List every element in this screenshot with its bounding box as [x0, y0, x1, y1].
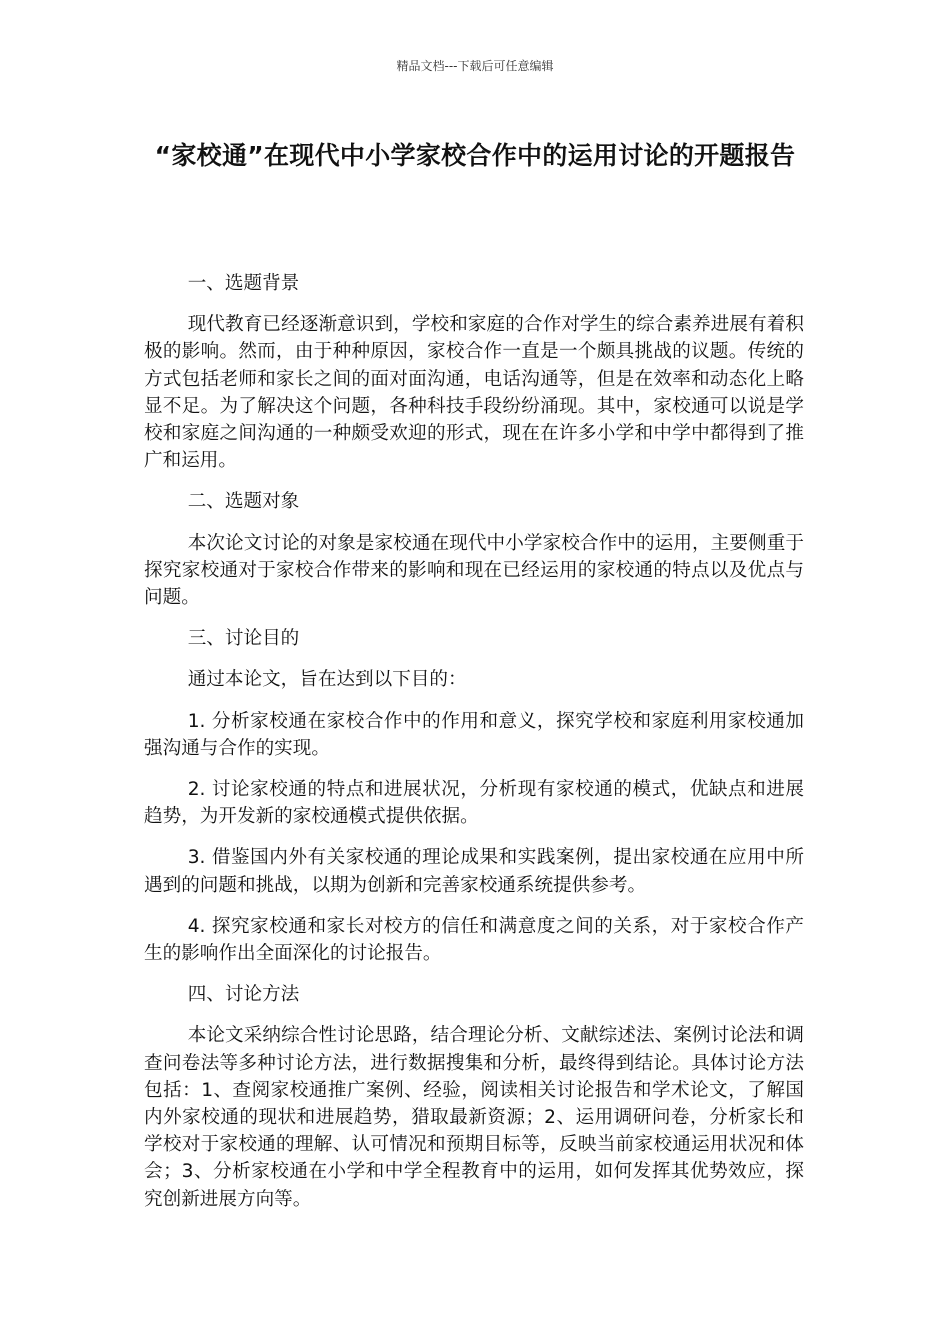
page-header-watermark: 精品文档---下载后可任意编辑 [396, 59, 554, 73]
section-paragraph-background: 现代教育已经逐渐意识到，学校和家庭的合作对学生的综合素养进展有着积极的影响。然而，由于种种原因，家校合作一直是一个颇具挑战的议题。传统的方式包括老师和家长之间的面对面沟通，电话沟通等，但是在效率和动态化上略显不足。为了解决这个问题，各种科技手段纷纷涌现。其中，家校通可以说是学校和家庭之间沟通的一种颇受欢迎的形式，现在在许多小学和中学中都得到了推广和运用。 [144, 314, 804, 472]
purpose-list-item: 2. 讨论家校通的特点和进展状况，分析现有家校通的模式，优缺点和进展趋势，为开发新的家校通模式提供依据。 [144, 779, 804, 828]
section-heading-method: 四、讨论方法 [187, 984, 300, 1006]
purpose-list-item: 3. 借鉴国内外有关家校通的理论成果和实践案例，提出家校通在应用中所遇到的问题和挑战，以期为创新和完善家校通系统提供参考。 [144, 847, 804, 896]
section-heading-subject: 二、选题对象 [187, 491, 300, 513]
section-intro-purpose: 通过本论文，旨在达到以下目的： [187, 669, 467, 691]
section-paragraph-subject: 本次论文讨论的对象是家校通在现代中小学家校合作中的运用，主要侧重于探究家校通对于家校合作带来的影响和现在已经运用的家校通的特点以及优点与问题。 [144, 532, 804, 609]
section-heading-purpose: 三、讨论目的 [187, 628, 300, 650]
section-heading-background: 一、选题背景 [187, 273, 300, 294]
purpose-list-item: 1. 分析家校通在家校合作中的作用和意义，探究学校和家庭利用家校通加强沟通与合作的实现。 [144, 710, 804, 759]
purpose-list-item: 4. 探究家校通和家长对校方的信任和满意度之间的关系，对于家校合作产生的影响作出全面深化的讨论报告。 [144, 915, 804, 965]
document-title: “家校通”在现代中小学家校合作中的运用讨论的开题报告 [154, 141, 796, 170]
document-body [144, 270, 804, 1227]
section-paragraph-method: 本论文采纳综合性讨论思路，结合理论分析、文献综述法、案例讨论法和调查问卷法等多种讨论方法，进行数据搜集和分析，最终得到结论。具体讨论方法包括：1、查阅家校通推广案例、经验，阅读相关讨论报告和学术论文，了解国内外家校通的现状和进展趋势，猎取最新资源；2、运用调研问卷，分析家长和学校对于家校通的理解、认可情况和预期目标等，反映当前家校通运用状况和体会；3、分析家校通在小学和中学全程教育中的运用，如何发挥其优势效应，探究创新进展方向等。 [144, 1025, 804, 1210]
